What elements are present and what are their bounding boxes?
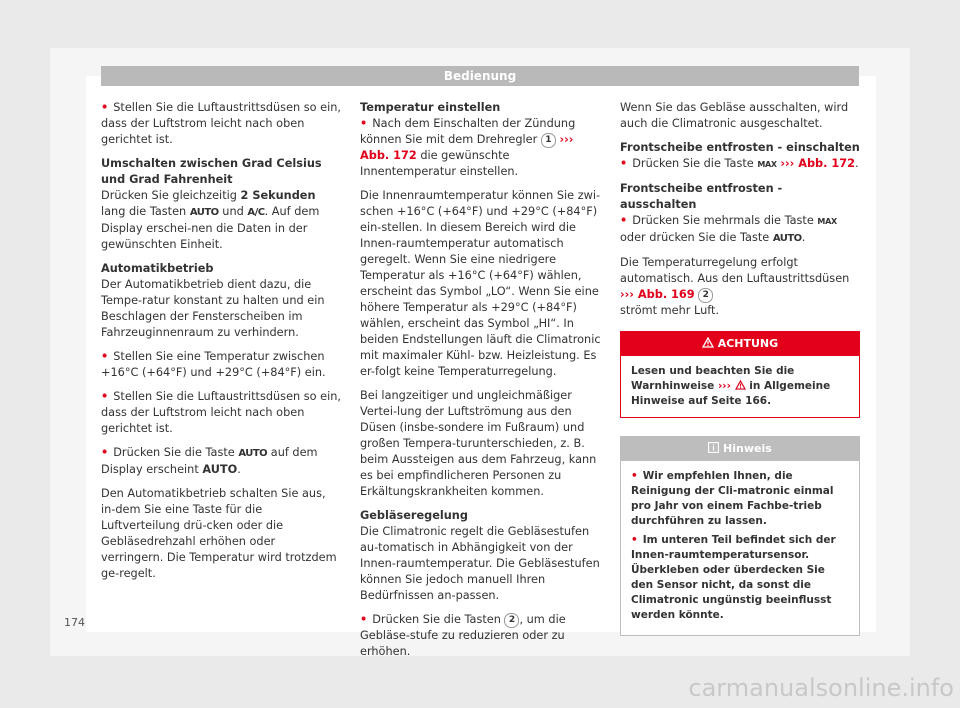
paragraph: Bei langzeitiger und ungleichmäßiger Vertei-lung der Luftströmung aus den Düsen (insbe-sondere im Fußraum) und großen Tempera-turunterschieden, z. B. beim Aussteigen aus dem Fahrzeug, kann es bei empfindlicheren Personen zu Erkältungskrankheiten kommen.: [360, 389, 597, 498]
bullet-item: • Stellen Sie die Luftaustrittsdüsen so ein, dass der Luftstrom leicht nach oben gerichtet ist.: [101, 100, 341, 148]
subheading: Frontscheibe entfrosten - ausschalten: [620, 182, 783, 211]
subheading: Frontscheibe entfrosten - einschalten: [620, 141, 860, 154]
warning-triangle-icon: [735, 380, 746, 390]
bullet-item: • Stellen Sie die Luftaustrittsdüsen so ein, dass der Luftstrom leicht nach oben gerichtet ist.: [101, 389, 341, 437]
figure-link[interactable]: ››› Abb. 169: [620, 288, 695, 301]
bullet-item: • Wir empfehlen Ihnen, die Reinigung der Cli-matronic einmal pro Jahr von einem Fachbe-trieb durchführen zu lassen.: [631, 469, 849, 529]
callout-number: 2: [504, 613, 519, 628]
paragraph: Die Climatronic regelt die Gebläsestufen au-tomatisch in Abhängigkeit von der Innen-raumtemperatur. Die Gebläsestufen können Sie jedoch manuell Ihren Bedürfnissen an-passen.: [360, 525, 600, 602]
warning-text: Lesen und beachten Sie die Warnhinweise ››› in Allgemeine Hinweise auf Seite 166.: [631, 365, 831, 407]
bullet-item: • Stellen Sie eine Temperatur zwischen +16°C (+64°F) und +29°C (+84°F) ein.: [101, 349, 341, 381]
section-header: Bedienung: [101, 66, 859, 86]
paragraph: Die Innenraumtemperatur können Sie zwi-schen +16°C (+64°F) und +29°C (+84°F) ein-stellen. In diesem Bereich wird die Innen-raumtemperatur automatisch geregelt. Wenn Sie eine niedrigere Temperatur als +16°C (+64°F) wählen, erscheint das Symbol „LO“. Wenn Sie eine höhere Temperatur als +29°C (+84°F) wählen, erscheint das Symbol „HI“. In beiden Endstellungen läuft die Climatronic mit maximaler Kühl- bzw. Heizleistung. Es er-folgt keine Temperaturregelung.: [360, 189, 601, 378]
callout-number: 2: [698, 288, 713, 303]
paragraph: Den Automatikbetrieb schalten Sie aus, in-dem Sie eine Taste für die Luftverteilung drü-cken oder die Gebläsedrehzahl erhöhen oder verringern. Die Temperatur wird trotzdem ge-regelt.: [101, 487, 337, 580]
column-2: [360, 100, 603, 668]
page-number: 174: [64, 616, 85, 629]
subheading: Automatikbetrieb: [101, 262, 214, 275]
paragraph: Wenn Sie das Gebläse ausschalten, wird auch die Climatronic ausgeschaltet.: [620, 101, 849, 130]
bullet-item: • Drücken Sie die Tasten 2 , um die Gebläse-stufe zu reduzieren oder zu erhöhen.: [360, 612, 603, 660]
warning-link-arrow[interactable]: ›››: [717, 380, 731, 392]
bullet-item: • Nach dem Einschalten der Zündung können Sie mit dem Drehregler 1 ››› Abb. 172 die gewünschte Innentemperatur einstellen.: [360, 116, 603, 180]
bullet-item: • Drücken Sie die Taste MAX ››› Abb. 172.: [620, 156, 860, 173]
warning-title: ACHTUNG: [621, 332, 859, 356]
watermark: carmanualsonline.info: [688, 674, 954, 702]
ac-key-icon: A/C: [247, 207, 265, 218]
bullet-item: • Im unteren Teil befindet sich der Innen-raumtemperatursensor. Überkleben oder überdecken Sie den Sensor nicht, da sonst die Climatronic ungünstig beeinflusst werden könnte.: [631, 533, 849, 623]
callout-number: 1: [541, 133, 556, 148]
hint-title: Hinweis: [621, 437, 859, 461]
auto-key-icon: AUTO: [238, 448, 268, 459]
paragraph: Drücken Sie gleichzeitig 2 Sekunden lang die Tasten AUTO und A/C. Auf dem Display erschei-nen die Daten in der gewünschten Einheit.: [101, 189, 320, 251]
warning-box: [620, 331, 860, 418]
column-1: [101, 100, 341, 590]
figure-link[interactable]: ››› Abb. 172: [780, 157, 855, 170]
warning-triangle-icon: [702, 337, 714, 348]
column-3: [620, 100, 860, 636]
auto-key-icon: AUTO: [189, 207, 219, 218]
hint-box: [620, 436, 860, 636]
subheading: Umschalten zwischen Grad Celsius und Grad Fahrenheit: [101, 157, 322, 186]
figure-link[interactable]: ››› Abb. 172: [360, 133, 574, 162]
paragraph: Der Automatikbetrieb dient dazu, die Tempe-ratur konstant zu halten und ein Beschlagen der Fensterscheiben im Fahrzeuginnenraum zu verhindern.: [101, 278, 325, 339]
auto-key-icon: AUTO: [772, 233, 802, 244]
subheading: Gebläseregelung: [360, 509, 468, 522]
hint-text: [621, 461, 859, 635]
max-defrost-key-icon: MAX: [757, 160, 777, 169]
info-icon: [708, 442, 719, 453]
bullet-item: • Drücken Sie mehrmals die Taste MAX oder drücken Sie die Taste AUTO.: [620, 213, 860, 247]
subheading: Temperatur einstellen: [360, 101, 501, 114]
bullet-item: • Drücken Sie die Taste AUTO auf dem Display erscheint AUTO.: [101, 445, 341, 478]
paragraph: Die Temperaturregelung erfolgt automatisch. Aus den Luftaustrittsdüsen ››› Abb. 169 2 strömt mehr Luft.: [620, 256, 850, 317]
max-defrost-key-icon: MAX: [817, 217, 837, 226]
